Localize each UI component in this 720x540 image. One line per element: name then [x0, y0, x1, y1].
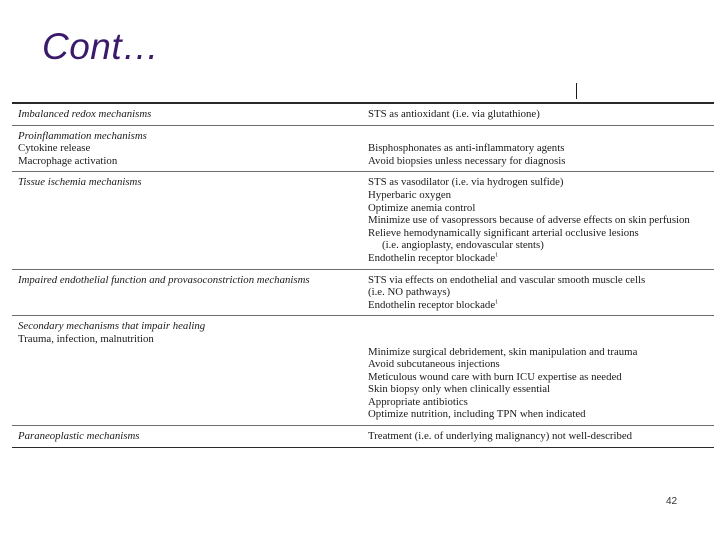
- line-text: Skin biopsy only when clinically essential: [368, 383, 551, 396]
- line-text: Cytokine release: [18, 142, 91, 155]
- mechanism-heading: [18, 274, 368, 287]
- table-row: [12, 171, 714, 268]
- treatment-line: [368, 408, 714, 421]
- table-row: [12, 125, 714, 172]
- treatment-line: [368, 430, 714, 443]
- line-text: Bisphosphonates as anti-inflammatory agents: [368, 142, 565, 155]
- line-text: Optimize nutrition, including TPN when indicated: [368, 408, 586, 421]
- treatment-line: [368, 142, 714, 155]
- treatment-line: [368, 299, 714, 312]
- mechanism-cell: [18, 176, 368, 264]
- treatment-line: [368, 346, 714, 359]
- mechanism-cell: [18, 274, 368, 312]
- treatment-line: [368, 214, 714, 227]
- treatment-line: [368, 396, 714, 409]
- treatment-cell: [368, 274, 714, 312]
- treatment-line: [368, 383, 714, 396]
- mechanism-heading: [18, 320, 368, 333]
- treatment-cell: [368, 108, 714, 121]
- line-text: Optimize anemia control: [368, 201, 476, 214]
- treatment-cell: [368, 430, 714, 443]
- line-text: Meticulous wound care with burn ICU expertise as needed: [368, 370, 622, 383]
- slide-title: Cont…: [42, 26, 160, 67]
- line-text: Appropriate antibiotics: [368, 395, 468, 408]
- line-text: Secondary mechanisms that impair healing: [18, 320, 206, 333]
- mechanism-cell: [18, 320, 368, 421]
- treatment-line: [368, 202, 714, 215]
- line-text: Trauma, infection, malnutrition: [18, 332, 154, 345]
- line-text: STS as antioxidant (i.e. via glutathione): [368, 108, 540, 120]
- line-text: Treatment (i.e. of underlying malignancy) not well-described: [368, 430, 633, 443]
- mechanism-heading: [18, 108, 368, 121]
- treatment-line: [368, 274, 714, 287]
- page-number: 42: [666, 496, 678, 507]
- line-text: Minimize surgical debridement, skin manipulation and trauma: [368, 345, 638, 358]
- line-text: (i.e. angioplasty, endovascular stents): [382, 239, 544, 252]
- line-spacer: [368, 320, 714, 333]
- line-text: Minimize use of vasopressors because of adverse effects on skin perfusion: [368, 214, 690, 227]
- treatment-cell: [368, 130, 714, 168]
- line-text: Imbalanced redox mechanisms: [18, 108, 152, 120]
- table-row: [12, 425, 714, 447]
- treatment-line: [368, 189, 714, 202]
- line-text: Tissue ischemia mechanisms: [18, 176, 142, 189]
- line-spacer: [368, 333, 714, 346]
- line-text: Avoid subcutaneous injections: [368, 358, 500, 371]
- mechanism-heading: [18, 430, 368, 443]
- table-row: [12, 315, 714, 425]
- mechanism-heading: [18, 176, 368, 189]
- line-text: Avoid biopsies unless necessary for diagnosis: [368, 154, 566, 167]
- treatment-cell: [368, 176, 714, 264]
- text-cursor-mark: [576, 83, 577, 99]
- treatment-line: [368, 358, 714, 371]
- table-row: [12, 104, 714, 125]
- line-text: Relieve hemodynamically significant arterial occlusive lesions: [368, 226, 639, 239]
- treatment-line: [368, 176, 714, 189]
- treatment-line: [368, 252, 714, 265]
- treatment-cell: [368, 320, 714, 421]
- line-text: Hyperbaric oxygen: [368, 188, 452, 201]
- line-text: Proinflammation mechanisms: [18, 129, 147, 142]
- footnote-marker: 1: [495, 299, 499, 306]
- table-row: [12, 269, 714, 316]
- line-text: Paraneoplastic mechanisms: [18, 430, 140, 443]
- mechanism-item: [18, 142, 368, 155]
- footnote-marker: 1: [495, 252, 499, 259]
- line-text: STS via effects on endothelial and vascular smooth muscle cells: [368, 273, 646, 286]
- line-text: (i.e. NO pathways): [368, 286, 451, 299]
- treatment-line: [368, 155, 714, 168]
- treatment-line: [368, 371, 714, 384]
- mechanism-heading: [18, 130, 368, 143]
- treatment-line: [368, 239, 714, 252]
- mechanisms-table: [12, 102, 714, 448]
- treatment-line: [368, 227, 714, 240]
- line-text: Endothelin receptor blockade: [368, 251, 496, 264]
- line-spacer: [368, 130, 714, 143]
- mechanism-cell: [18, 108, 368, 121]
- mechanism-item: [18, 333, 368, 346]
- line-text: Endothelin receptor blockade: [368, 298, 496, 311]
- line-text: STS as vasodilator (i.e. via hydrogen sulfide): [368, 176, 564, 189]
- line-text: Macrophage activation: [18, 154, 118, 167]
- mechanism-cell: [18, 130, 368, 168]
- line-text: Impaired endothelial function and provasoconstriction mechanisms: [18, 273, 310, 286]
- treatment-line: [368, 286, 714, 299]
- mechanism-cell: [18, 430, 368, 443]
- treatment-line: [368, 108, 714, 121]
- mechanism-item: [18, 155, 368, 168]
